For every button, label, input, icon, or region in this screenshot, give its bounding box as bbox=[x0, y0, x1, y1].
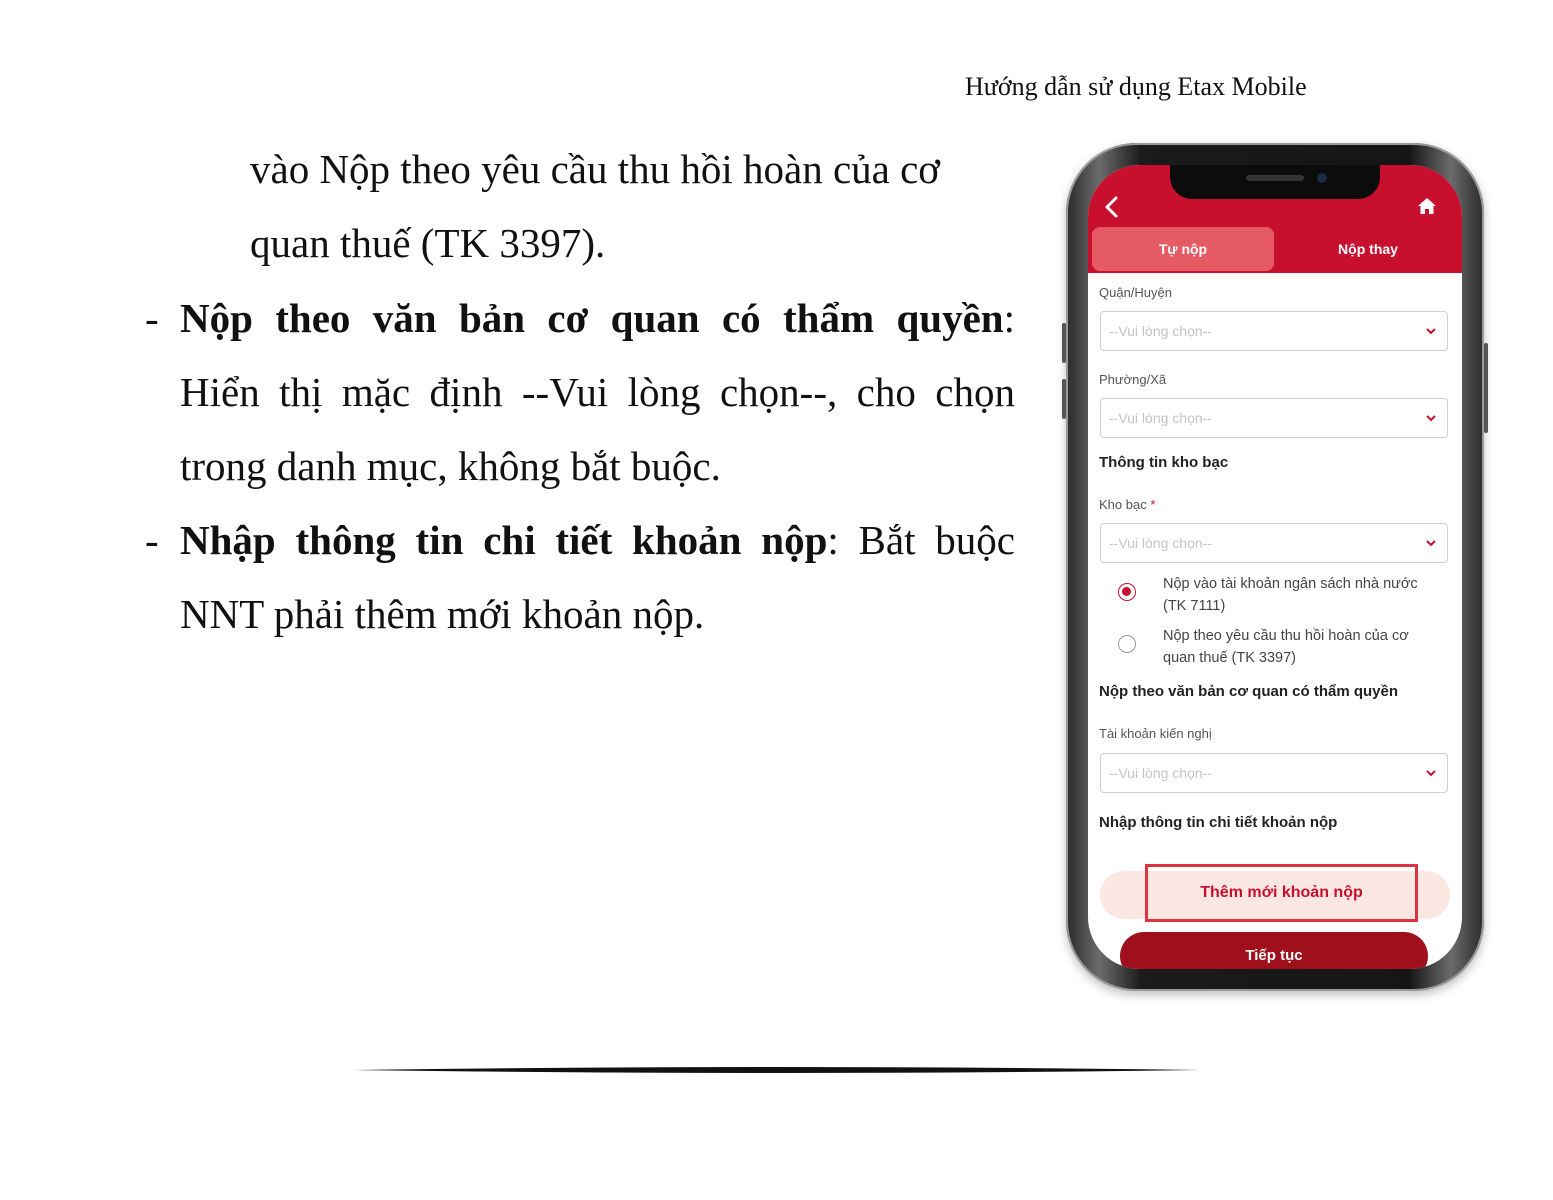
required-marker: * bbox=[1150, 497, 1156, 512]
footer-divider bbox=[354, 1063, 1200, 1077]
treasury-select[interactable] bbox=[1100, 523, 1448, 563]
select-placeholder: --Vui lòng chọn-- bbox=[1109, 323, 1212, 339]
select-placeholder: --Vui lòng chọn-- bbox=[1109, 410, 1212, 426]
radio-option-label: Nộp theo yêu cầu thu hồi hoàn của cơ quan thuế (TK 3397) bbox=[1163, 628, 1409, 666]
district-select[interactable] bbox=[1100, 311, 1448, 351]
bullet-dash: - bbox=[145, 295, 159, 341]
payment-form bbox=[1088, 273, 1462, 969]
treasury-section-title: Thông tin kho bạc bbox=[1099, 454, 1229, 471]
continuation-line-1: vào Nộp theo yêu cầu thu hồi hoàn của cơ bbox=[250, 146, 940, 192]
speaker-grille bbox=[1246, 175, 1304, 181]
home-icon[interactable] bbox=[1417, 197, 1437, 215]
chevron-down-icon bbox=[1425, 326, 1437, 336]
camera-icon bbox=[1317, 173, 1327, 183]
bullet-line: Hiển thị mặc định --Vui lòng chọn--, cho chọn bbox=[180, 369, 1015, 415]
continuation-line-2: quan thuế (TK 3397). bbox=[250, 220, 606, 266]
bullet-authority-document bbox=[145, 281, 1015, 503]
phone-power-button bbox=[1484, 343, 1488, 433]
phone-volume-button bbox=[1062, 379, 1066, 419]
app-header bbox=[1088, 165, 1462, 273]
phone-volume-button bbox=[1062, 323, 1066, 363]
account-select[interactable] bbox=[1100, 753, 1448, 793]
district-label: Quận/Huyện bbox=[1099, 285, 1172, 300]
phone-mockup bbox=[1066, 143, 1484, 991]
select-placeholder: --Vui lòng chọn-- bbox=[1109, 765, 1212, 781]
tab-tu-nop[interactable]: Tự nộp bbox=[1092, 227, 1274, 271]
bullet-term: Nộp theo văn bản cơ quan có thẩm quyền bbox=[180, 295, 1004, 341]
ward-label: Phường/Xã bbox=[1099, 372, 1167, 387]
treasury-label bbox=[1099, 497, 1155, 512]
phone-notch bbox=[1170, 165, 1380, 199]
tab-bar bbox=[1088, 225, 1462, 273]
select-placeholder: --Vui lòng chọn-- bbox=[1109, 535, 1212, 551]
chevron-down-icon bbox=[1425, 768, 1437, 778]
bullet-payment-detail bbox=[145, 503, 1015, 651]
radio-unselected-icon[interactable] bbox=[1118, 635, 1136, 653]
radio-selected-icon[interactable] bbox=[1118, 583, 1136, 601]
phone-screen bbox=[1088, 165, 1462, 969]
authority-section-title: Nộp theo văn bản cơ quan có thẩm quyền bbox=[1099, 683, 1399, 700]
chevron-down-icon bbox=[1425, 413, 1437, 423]
bullet-line: trong danh mục, không bắt buộc. bbox=[180, 443, 721, 489]
chevron-down-icon bbox=[1425, 538, 1437, 548]
chevron-left-icon[interactable] bbox=[1102, 195, 1122, 219]
bullet-dash: - bbox=[145, 517, 159, 563]
tab-nop-thay[interactable]: Nộp thay bbox=[1338, 241, 1398, 257]
continue-button[interactable]: Tiếp tục bbox=[1120, 932, 1428, 969]
detail-section-title: Nhập thông tin chi tiết khoản nộp bbox=[1099, 814, 1338, 831]
page-header: Hướng dẫn sử dụng Etax Mobile bbox=[965, 72, 1307, 101]
add-payment-button[interactable]: Thêm mới khoản nộp bbox=[1145, 864, 1418, 922]
ward-select[interactable] bbox=[1100, 398, 1448, 438]
bullet-text: : bbox=[1003, 295, 1015, 341]
treasury-label-text: Kho bạc bbox=[1099, 497, 1147, 512]
bullet-line: NNT phải thêm mới khoản nộp. bbox=[180, 591, 705, 637]
radio-option-label: Nộp vào tài khoản ngân sách nhà nước (TK 7111) bbox=[1163, 576, 1418, 614]
bullet-text: : Bắt buộc bbox=[827, 517, 1015, 563]
continuation-paragraph bbox=[250, 132, 1010, 280]
account-label: Tài khoản kiến nghị bbox=[1099, 726, 1212, 741]
bullet-term: Nhập thông tin chi tiết khoản nộp bbox=[180, 517, 828, 563]
